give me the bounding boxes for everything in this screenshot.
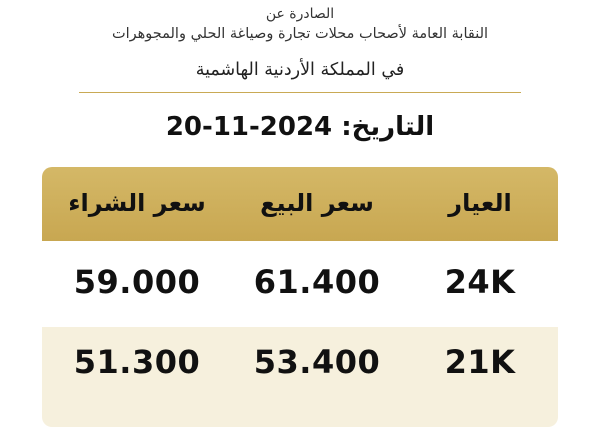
column-header-sell-price: سعر البيع xyxy=(260,189,374,217)
sell-price-cell: 61.400 xyxy=(253,263,381,301)
column-header-karat: العيار xyxy=(448,189,512,217)
table-header-row xyxy=(42,167,558,241)
karat-cell: 21K xyxy=(444,343,516,381)
issued-by-text: الصادرة عن xyxy=(265,6,335,22)
date-line xyxy=(0,112,600,142)
header-divider xyxy=(79,92,521,93)
sell-price-cell: 53.400 xyxy=(253,343,381,381)
column-header-buy-price: سعر الشراء xyxy=(68,189,206,217)
buy-price-cell: 59.000 xyxy=(73,263,201,301)
karat-cell: 24K xyxy=(444,263,516,301)
gold-price-table xyxy=(42,167,558,427)
date-value: 20-11-2024 xyxy=(165,112,333,142)
syndicate-name: النقابة العامة لأصحاب محلات تجارة وصياغة الحلي والمجوهرات xyxy=(111,26,489,42)
table-row xyxy=(42,241,558,327)
country-name: في المملكة الأردنية الهاشمية xyxy=(195,60,405,80)
date-label: التاريخ: xyxy=(341,112,435,142)
table-row xyxy=(42,327,558,427)
buy-price-cell: 51.300 xyxy=(73,343,201,381)
